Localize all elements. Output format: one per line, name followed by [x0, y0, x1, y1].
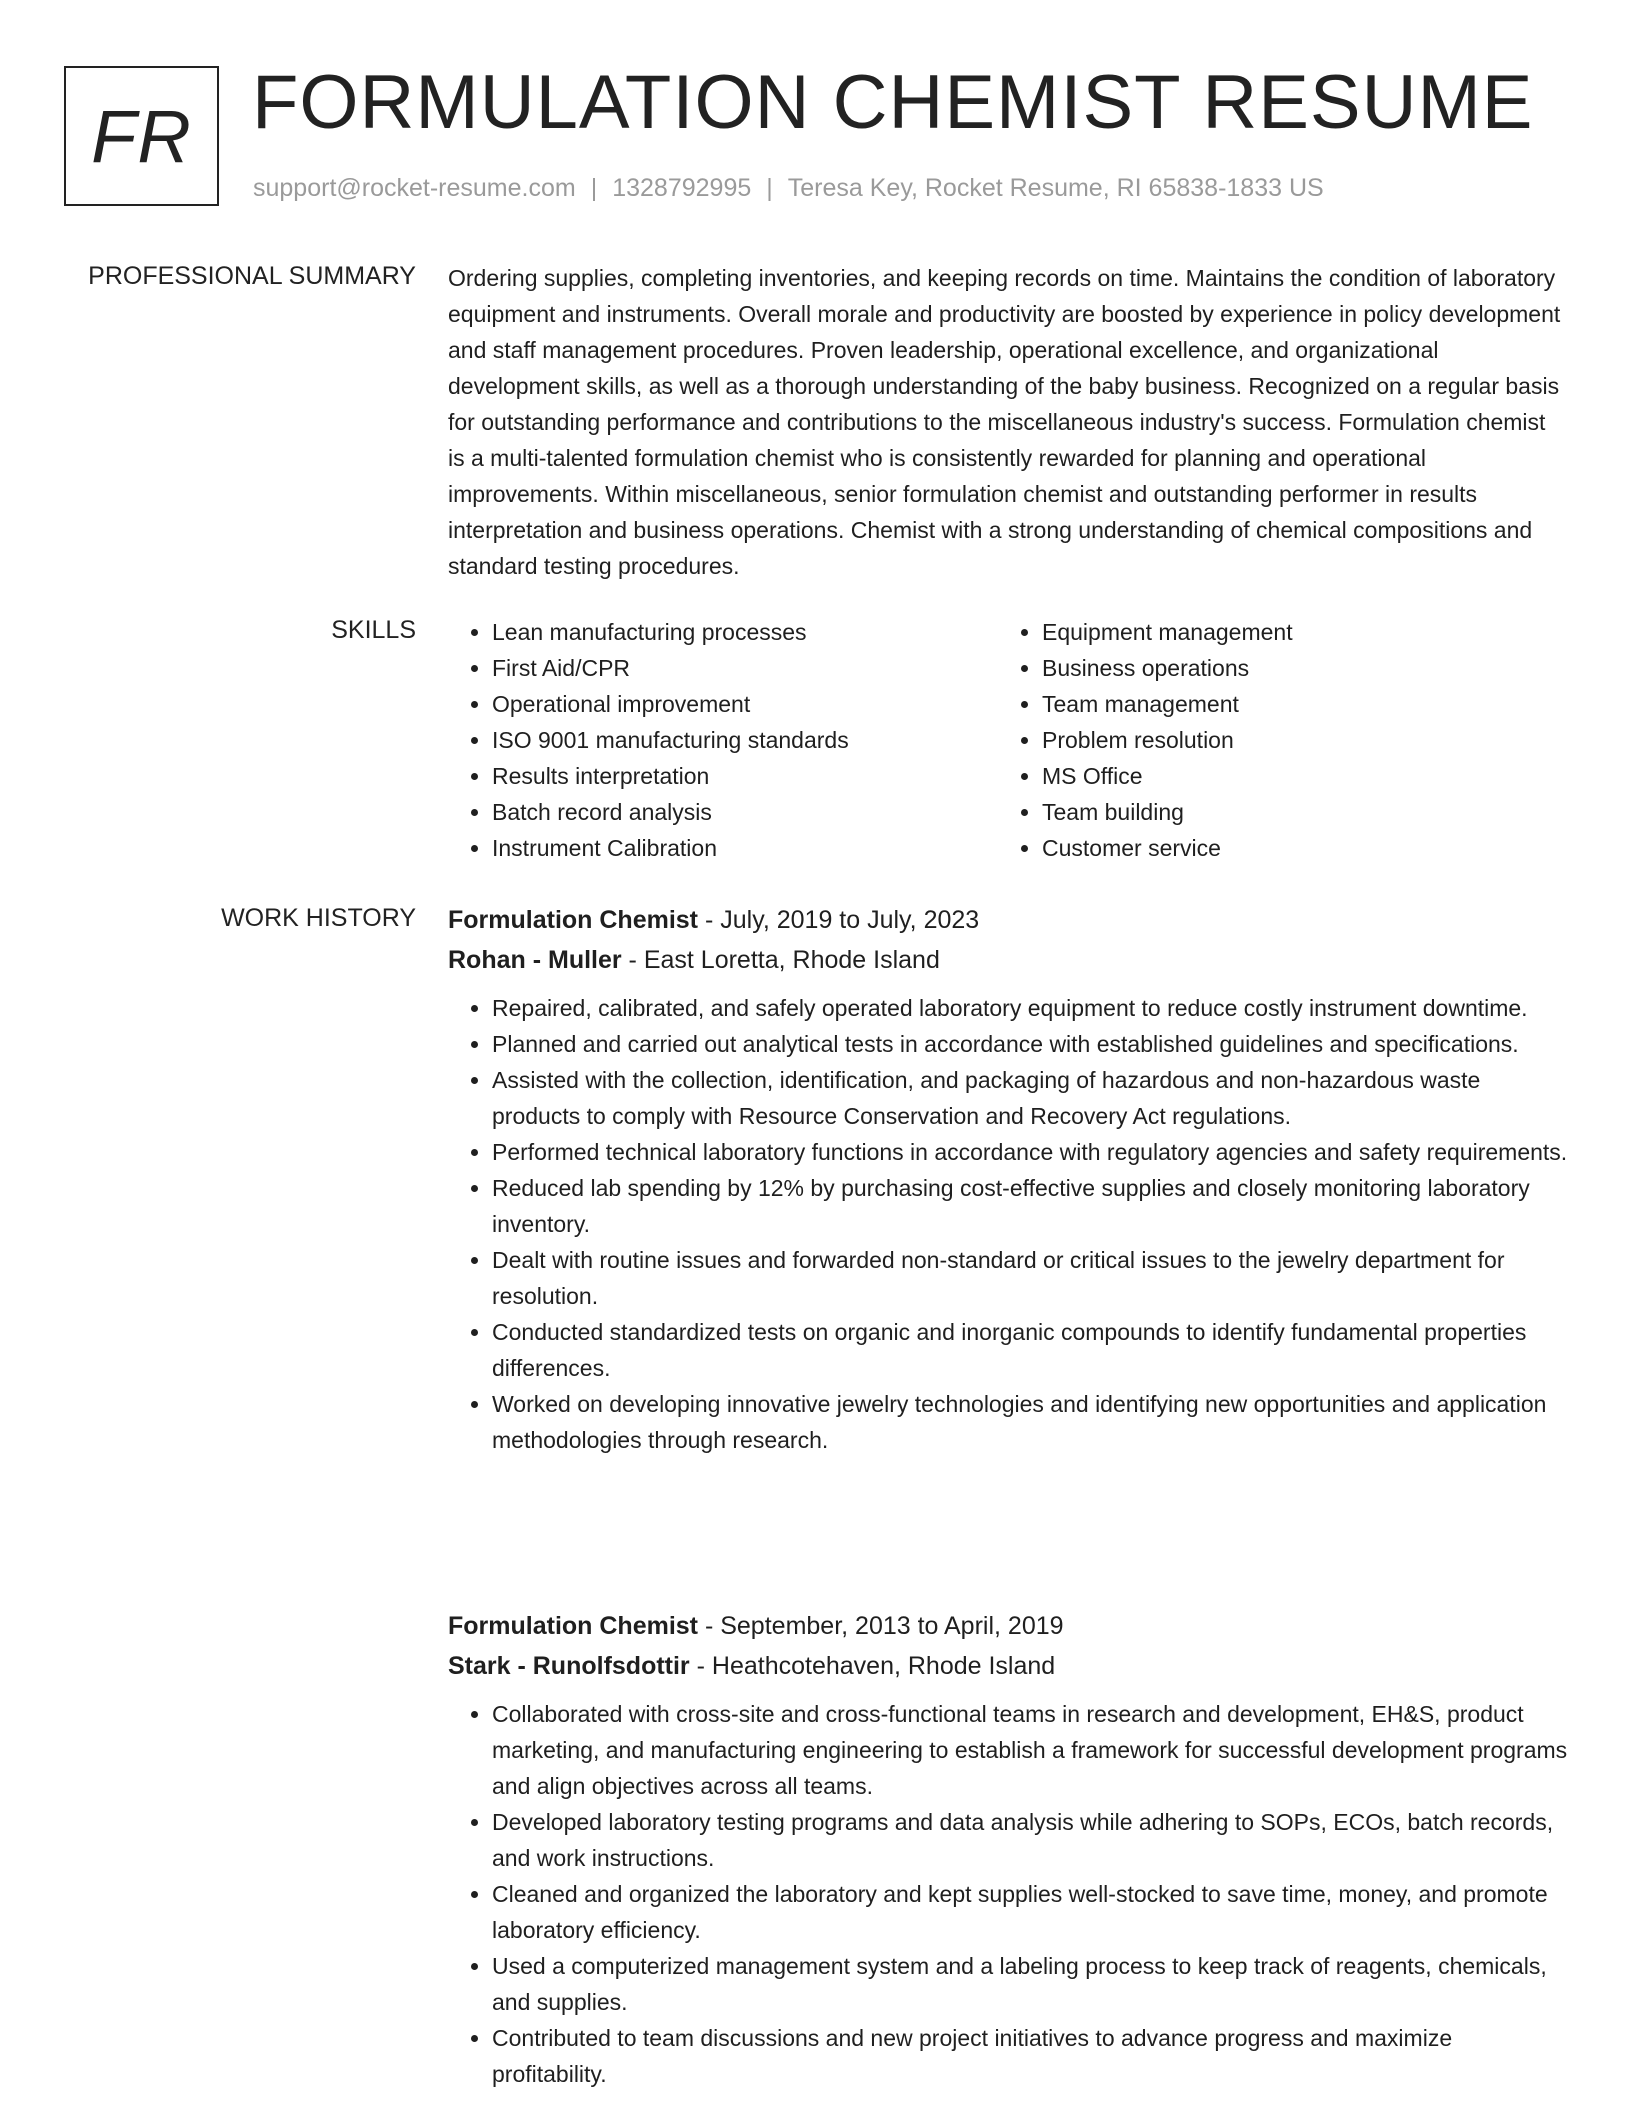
- job-bullet: • Contributed to team discussions and new project initiatives to advance progress and maximize profitability.: [492, 2020, 1568, 2092]
- skill-item: • Equipment management: [1042, 614, 1293, 650]
- job-location: - Heathcotehaven, Rhode Island: [689, 1652, 1056, 1680]
- skill-item: • Instrument Calibration: [492, 830, 998, 866]
- resume-title: FORMULATION CHEMIST RESUME: [252, 60, 1534, 145]
- job-bullets: [448, 1696, 1568, 2092]
- monogram-logo: FR: [64, 66, 219, 206]
- job-bullet: • Collaborated with cross-site and cross-functional teams in research and development, EH&S, product marketing, and manufacturing engineering to establish a framework for successful development programs and align objectives across all teams.: [492, 1696, 1568, 1804]
- skill-item: • MS Office: [1042, 758, 1293, 794]
- job-bullets: [448, 990, 1568, 1458]
- job-dates: - September, 2013 to April, 2019: [698, 1612, 1064, 1640]
- skill-item: • Operational improvement: [492, 686, 998, 722]
- job-company: Rohan - Muller: [448, 946, 622, 974]
- job-bullet: • Assisted with the collection, identification, and packaging of hazardous and non-hazardous waste products to comply with Resource Conservation and Recovery Act regulations.: [492, 1062, 1568, 1134]
- job-bullet: • Performed technical laboratory functions in accordance with regulatory agencies and safety requirements.: [492, 1134, 1568, 1170]
- contact-address: Teresa Key, Rocket Resume, RI 65838-1833 US: [787, 174, 1324, 202]
- job-bullet: • Used a computerized management system and a labeling process to keep track of reagents, chemicals, and supplies.: [492, 1948, 1568, 2020]
- skill-item: • Problem resolution: [1042, 722, 1293, 758]
- skill-item: • Results interpretation: [492, 758, 998, 794]
- skills-column-2: [998, 614, 1293, 866]
- job-bullet: • Repaired, calibrated, and safely operated laboratory equipment to reduce costly instrument downtime.: [492, 990, 1568, 1026]
- job-location: - East Loretta, Rhode Island: [621, 946, 940, 974]
- job-entry: [448, 1606, 1568, 2092]
- job-bullet: • Worked on developing innovative jewelry technologies and identifying new opportunities and application methodologies through research.: [492, 1386, 1568, 1458]
- section-label-skills: SKILLS: [331, 616, 416, 644]
- skills-list: [448, 614, 1568, 866]
- job-entry: [448, 900, 1568, 1458]
- job-title: Formulation Chemist: [448, 1612, 699, 1640]
- contact-separator: |: [590, 174, 598, 202]
- skill-item: • Business operations: [1042, 650, 1293, 686]
- skill-item: • Lean manufacturing processes: [492, 614, 998, 650]
- job-bullet: • Planned and carried out analytical tests in accordance with established guidelines and specifications.: [492, 1026, 1568, 1062]
- skill-item: • Batch record analysis: [492, 794, 998, 830]
- job-bullet: • Developed laboratory testing programs and data analysis while adhering to SOPs, ECOs, batch records, and work instructions.: [492, 1804, 1568, 1876]
- job-bullet: • Conducted standardized tests on organic and inorganic compounds to identify fundamental properties differences.: [492, 1314, 1568, 1386]
- job-bullet: • Reduced lab spending by 12% by purchasing cost-effective supplies and closely monitoring laboratory inventory.: [492, 1170, 1568, 1242]
- job-title: Formulation Chemist: [448, 906, 699, 934]
- job-company: Stark - Runolfsdottir: [448, 1652, 690, 1680]
- skill-item: • ISO 9001 manufacturing standards: [492, 722, 998, 758]
- section-label-summary: PROFESSIONAL SUMMARY: [88, 262, 416, 290]
- job-title-line: [448, 1606, 1568, 1646]
- skill-item: • First Aid/CPR: [492, 650, 998, 686]
- contact-email[interactable]: support@rocket-resume.com: [253, 174, 576, 202]
- skill-item: • Team building: [1042, 794, 1293, 830]
- job-company-line: [448, 1646, 1568, 1686]
- job-title-line: [448, 900, 1568, 940]
- contact-phone[interactable]: 1328792995: [612, 174, 752, 202]
- summary-text: Ordering supplies, completing inventories, and keeping records on time. Maintains the condition of laboratory equipment and instruments. Overall morale and productivity are boosted by experience in policy development and staff management procedures. Proven leadership, operational excellence, and organizational development skills, as well as a thorough understanding of the baby business. Recognized on a regular basis for outstanding performance and contributions to the miscellaneous industry's success. Formulation chemist is a multi-talented formulation chemist who is consistently rewarded for planning and operational improvements. Within miscellaneous, senior formulation chemist and outstanding performer in results interpretation and business operations. Chemist with a strong understanding of chemical compositions and standard testing procedures.: [448, 265, 1561, 579]
- skill-item: • Team management: [1042, 686, 1293, 722]
- skills-column-1: [448, 614, 998, 866]
- skill-item: • Customer service: [1042, 830, 1293, 866]
- contact-line: [253, 174, 1324, 203]
- job-dates: - July, 2019 to July, 2023: [698, 906, 980, 934]
- contact-separator: |: [766, 174, 773, 202]
- section-label-work-history: WORK HISTORY: [221, 904, 416, 932]
- job-company-line: [448, 940, 1568, 980]
- job-bullet: • Dealt with routine issues and forwarded non-standard or critical issues to the jewelry department for resolution.: [492, 1242, 1568, 1314]
- job-bullet: • Cleaned and organized the laboratory and kept supplies well-stocked to save time, money, and promote laboratory efficiency.: [492, 1876, 1568, 1948]
